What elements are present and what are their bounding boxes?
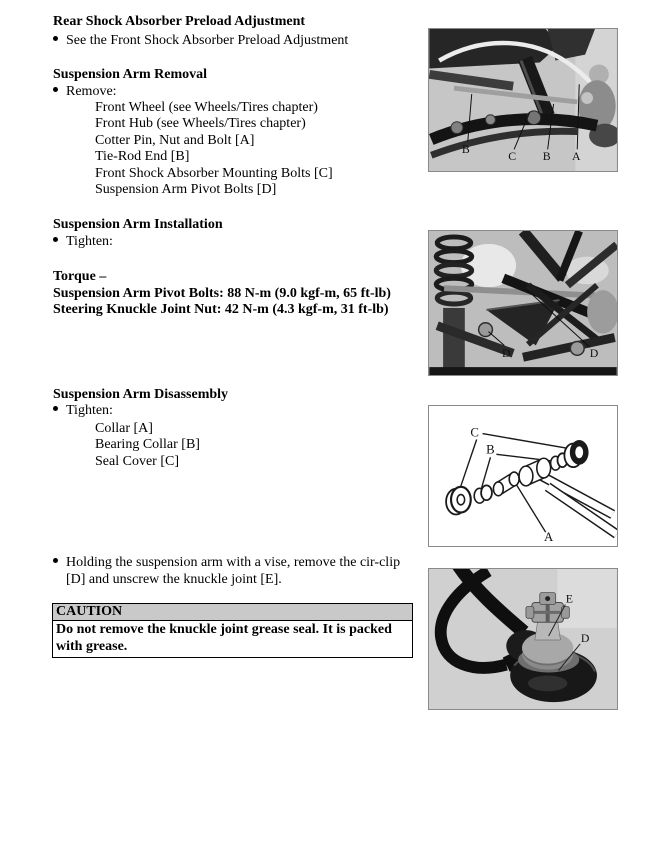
list-item: Seal Cover [C]: [95, 454, 179, 469]
figure-label: B: [542, 149, 551, 164]
figure-label: E: [565, 591, 573, 606]
knuckle-joint-illustration: [429, 569, 617, 709]
bullet-text: Tighten:: [66, 403, 113, 418]
suspension-installation-illustration: [429, 231, 617, 375]
figure-label: D: [580, 630, 590, 645]
bullet-text: Holding the suspension arm with a vise, remove the cir-clip: [66, 555, 401, 570]
bullet-icon: [53, 32, 66, 49]
bullet-icon: [53, 83, 66, 100]
torque-spec: Steering Knuckle Joint Nut: 42 N-m (4.3 kgf-m, 31 ft-lb): [53, 302, 389, 317]
figure-suspension-installation-photo: [428, 230, 618, 376]
figure-collar-diagram: [428, 405, 618, 547]
caution-box: [52, 603, 413, 658]
figure-knuckle-joint-photo: [428, 568, 618, 710]
bullet-line: [53, 233, 113, 250]
figure-label: B: [486, 442, 495, 457]
list-item: Collar [A]: [95, 421, 153, 436]
collar-exploded-illustration: [429, 406, 617, 546]
caution-title: CAUTION: [53, 604, 412, 621]
list-item: Tie-Rod End [B]: [95, 149, 190, 164]
caution-text: [53, 621, 412, 657]
bullet-text-continued: [D] and unscrew the knuckle joint [E].: [66, 572, 282, 587]
bullet-line: [53, 83, 117, 100]
figure-label: D: [589, 346, 599, 361]
figure-label: B: [461, 142, 470, 157]
heading-suspension-arm-removal: Suspension Arm Removal: [53, 67, 208, 82]
figure-label: A: [571, 149, 581, 164]
suspension-removal-illustration: [429, 29, 617, 171]
bullet-line: [53, 402, 113, 419]
bullet-line: [53, 32, 348, 49]
caution-text-line: with grease.: [56, 638, 128, 654]
list-item: Suspension Arm Pivot Bolts [D]: [95, 182, 277, 197]
heading-suspension-arm-disassembly: Suspension Arm Disassembly: [53, 387, 229, 402]
bullet-line: [53, 554, 400, 571]
torque-label: Torque –: [53, 269, 107, 284]
list-item: Front Hub (see Wheels/Tires chapter): [95, 116, 306, 131]
list-item: Cotter Pin, Nut and Bolt [A]: [95, 133, 255, 148]
list-item: Front Shock Absorber Mounting Bolts [C]: [95, 166, 333, 181]
figure-label: C: [470, 425, 479, 440]
bullet-text: See the Front Shock Absorber Preload Adjustment: [66, 33, 349, 48]
heading-suspension-arm-installation: Suspension Arm Installation: [53, 217, 223, 232]
figure-label: C: [508, 149, 517, 164]
bullet-icon: [53, 554, 66, 571]
figure-label: D: [501, 346, 511, 361]
bullet-icon: [53, 402, 66, 419]
figure-suspension-removal-photo: [428, 28, 618, 172]
bullet-icon: [53, 233, 66, 250]
heading-rear-shock-preload: Rear Shock Absorber Preload Adjustment: [53, 14, 306, 29]
torque-spec: Suspension Arm Pivot Bolts: 88 N-m (9.0 kgf-m, 65 ft-lb): [53, 286, 391, 301]
bullet-text: Remove:: [66, 84, 117, 99]
bullet-text: Tighten:: [66, 234, 113, 249]
list-item: Bearing Collar [B]: [95, 437, 200, 452]
list-item: Front Wheel (see Wheels/Tires chapter): [95, 100, 318, 115]
figure-label: A: [544, 530, 554, 545]
caution-text-line: Do not remove the knuckle joint grease seal. It is packed: [56, 622, 392, 637]
